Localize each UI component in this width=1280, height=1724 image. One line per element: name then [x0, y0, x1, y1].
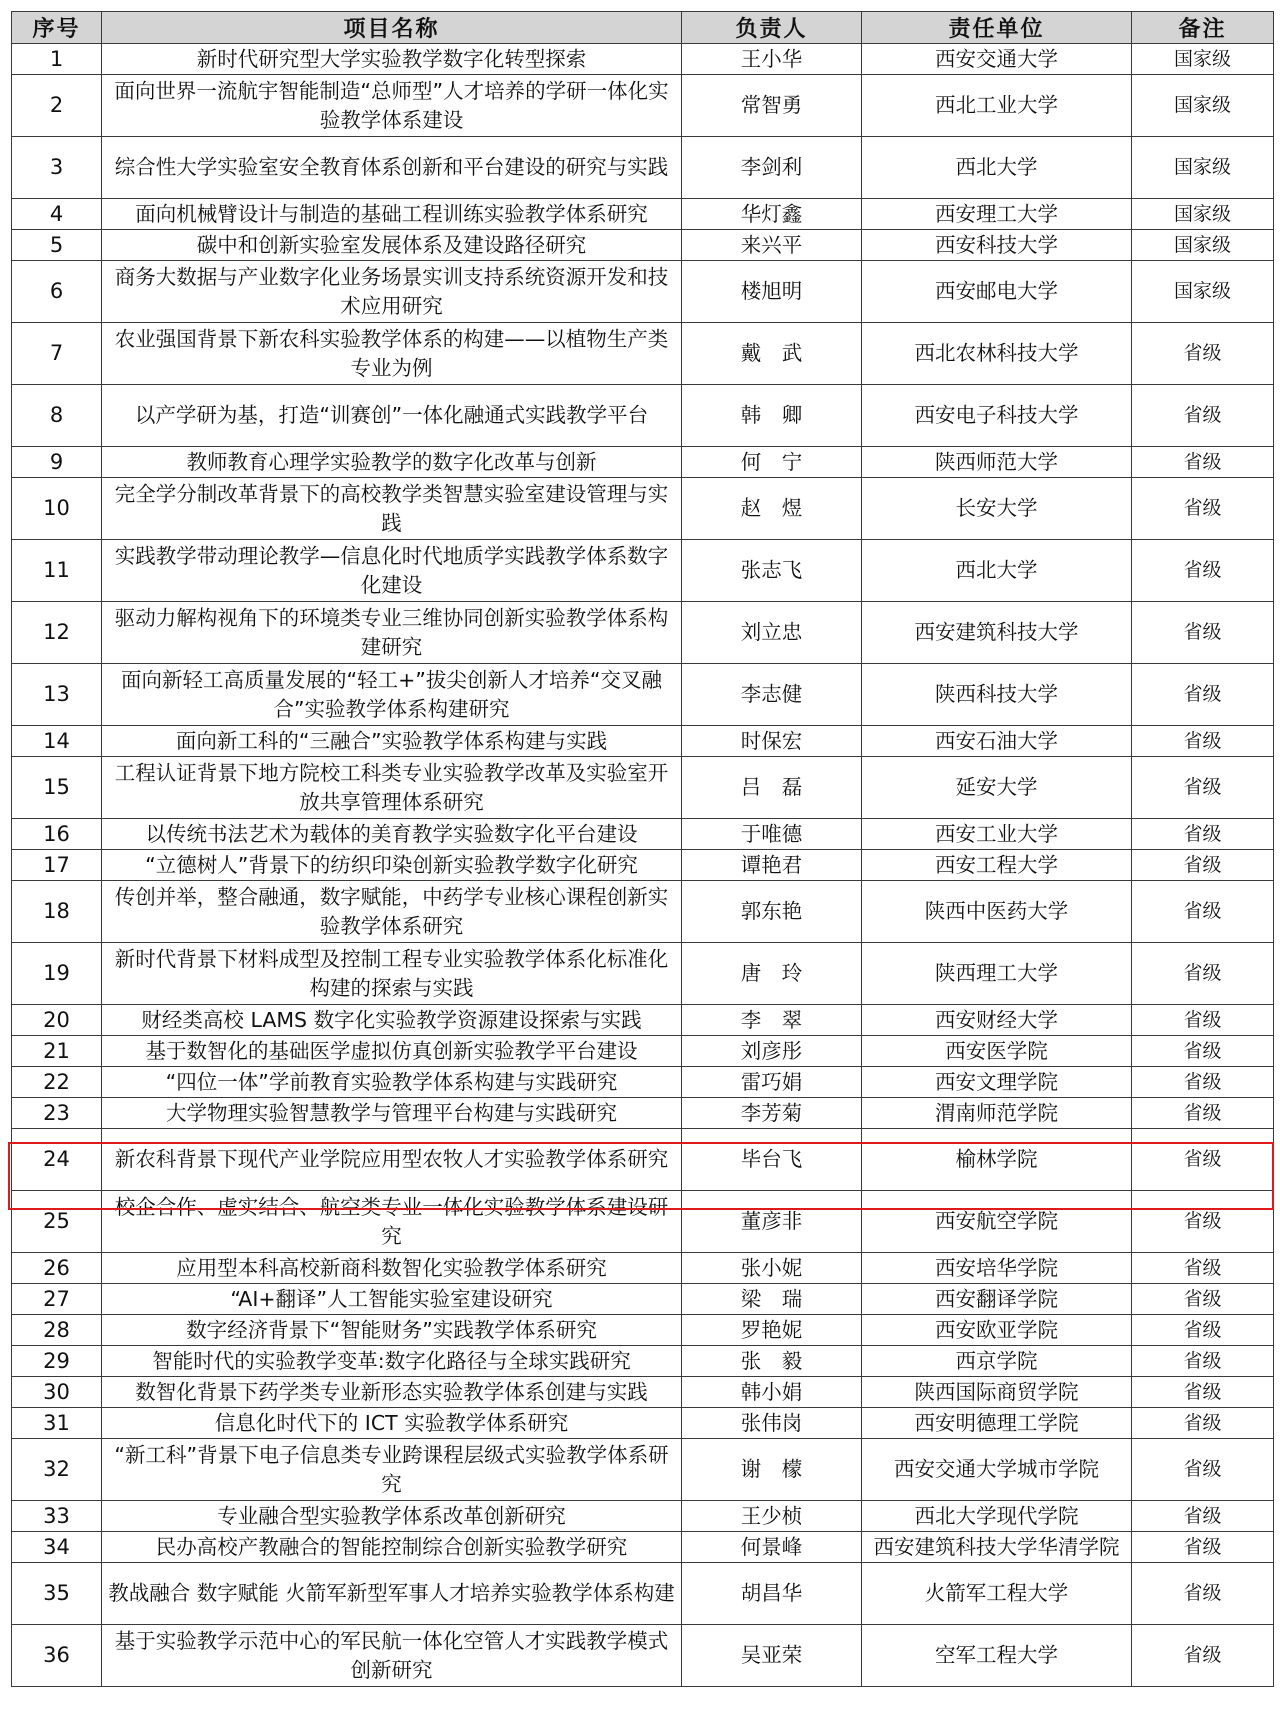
- cell-note: 省级: [1132, 1439, 1274, 1501]
- cell-no: 13: [12, 664, 102, 726]
- table-row: [12, 1532, 1274, 1563]
- cell-project-name: 信息化时代下的 ICT 实验教学体系研究: [102, 1408, 682, 1439]
- cell-no: 3: [12, 137, 102, 199]
- cell-unit: 西北大学: [862, 540, 1132, 602]
- cell-no: 12: [12, 602, 102, 664]
- cell-unit: 西安电子科技大学: [862, 385, 1132, 447]
- cell-project-name: 以传统书法艺术为载体的美育教学实验数字化平台建设: [102, 819, 682, 850]
- table-row: [12, 1098, 1274, 1129]
- cell-lead: 来兴平: [682, 230, 862, 261]
- cell-note: 省级: [1132, 819, 1274, 850]
- cell-note: 省级: [1132, 1036, 1274, 1067]
- table-row: [12, 1501, 1274, 1532]
- cell-unit: 西北工业大学: [862, 75, 1132, 137]
- cell-lead: 胡昌华: [682, 1563, 862, 1625]
- cell-unit: 西安明德理工学院: [862, 1408, 1132, 1439]
- cell-project-name: 基于数智化的基础医学虚拟仿真创新实验教学平台建设: [102, 1036, 682, 1067]
- header-project-name: 项目名称: [102, 12, 682, 44]
- cell-lead: 楼旭明: [682, 261, 862, 323]
- cell-note: 省级: [1132, 478, 1274, 540]
- cell-lead: 王少桢: [682, 1501, 862, 1532]
- cell-no: 18: [12, 881, 102, 943]
- cell-project-name: 新时代背景下材料成型及控制工程专业实验教学体系化标准化构建的探索与实践: [102, 943, 682, 1005]
- cell-lead: 华灯鑫: [682, 199, 862, 230]
- cell-unit: 西安医学院: [862, 1036, 1132, 1067]
- cell-no: 22: [12, 1067, 102, 1098]
- cell-project-name: “AI+翻译”人工智能实验室建设研究: [102, 1284, 682, 1315]
- cell-no: 34: [12, 1532, 102, 1563]
- cell-lead: 何景峰: [682, 1532, 862, 1563]
- table-row: [12, 1005, 1274, 1036]
- cell-no: 25: [12, 1191, 102, 1253]
- header-unit: 责任单位: [862, 12, 1132, 44]
- table-row: [12, 137, 1274, 199]
- cell-note: 国家级: [1132, 137, 1274, 199]
- cell-lead: 郭东艳: [682, 881, 862, 943]
- cell-lead: 张伟岗: [682, 1408, 862, 1439]
- cell-lead: 王小华: [682, 44, 862, 75]
- cell-project-name: 碳中和创新实验室发展体系及建设路径研究: [102, 230, 682, 261]
- cell-note: 省级: [1132, 1563, 1274, 1625]
- cell-project-name: 商务大数据与产业数字化业务场景实训支持系统资源开发和技术应用研究: [102, 261, 682, 323]
- cell-no: 27: [12, 1284, 102, 1315]
- cell-project-name: 新农科背景下现代产业学院应用型农牧人才实验教学体系研究: [102, 1129, 682, 1191]
- cell-no: 35: [12, 1563, 102, 1625]
- cell-no: 29: [12, 1346, 102, 1377]
- table-row: [12, 943, 1274, 1005]
- table-row: [12, 726, 1274, 757]
- table-row: [12, 1036, 1274, 1067]
- cell-project-name: 教师教育心理学实验教学的数字化改革与创新: [102, 447, 682, 478]
- cell-project-name: “立德树人”背景下的纺织印染创新实验教学数字化研究: [102, 850, 682, 881]
- cell-project-name: 面向新轻工高质量发展的“轻工+”拔尖创新人才培养“交叉融合”实验教学体系构建研究: [102, 664, 682, 726]
- table-row: [12, 1408, 1274, 1439]
- cell-lead: 梁 瑞: [682, 1284, 862, 1315]
- cell-unit: 西安交通大学城市学院: [862, 1439, 1132, 1501]
- cell-note: 省级: [1132, 1005, 1274, 1036]
- cell-lead: 刘立忠: [682, 602, 862, 664]
- cell-note: 国家级: [1132, 199, 1274, 230]
- table-row: [12, 75, 1274, 137]
- cell-lead: 戴 武: [682, 323, 862, 385]
- cell-lead: 李剑利: [682, 137, 862, 199]
- cell-unit: 陕西理工大学: [862, 943, 1132, 1005]
- cell-note: 省级: [1132, 1253, 1274, 1284]
- cell-unit: 西安文理学院: [862, 1067, 1132, 1098]
- cell-note: 省级: [1132, 1501, 1274, 1532]
- cell-project-name: 民办高校产教融合的智能控制综合创新实验教学研究: [102, 1532, 682, 1563]
- header-note: 备注: [1132, 12, 1274, 44]
- cell-no: 21: [12, 1036, 102, 1067]
- cell-project-name: 农业强国背景下新农科实验教学体系的构建——以植物生产类专业为例: [102, 323, 682, 385]
- table-row: [12, 447, 1274, 478]
- cell-unit: 西安邮电大学: [862, 261, 1132, 323]
- table-row: [12, 1563, 1274, 1625]
- cell-note: 省级: [1132, 1067, 1274, 1098]
- cell-lead: 谢 檬: [682, 1439, 862, 1501]
- header-lead: 负责人: [682, 12, 862, 44]
- cell-note: 省级: [1132, 1377, 1274, 1408]
- cell-lead: 韩 卿: [682, 385, 862, 447]
- table-row: [12, 1284, 1274, 1315]
- table-row: [12, 1625, 1274, 1687]
- cell-no: 9: [12, 447, 102, 478]
- cell-project-name: 专业融合型实验教学体系改革创新研究: [102, 1501, 682, 1532]
- cell-no: 28: [12, 1315, 102, 1346]
- table-row: [12, 1346, 1274, 1377]
- cell-note: 国家级: [1132, 75, 1274, 137]
- cell-unit: 西安建筑科技大学: [862, 602, 1132, 664]
- cell-no: 11: [12, 540, 102, 602]
- cell-note: 国家级: [1132, 261, 1274, 323]
- cell-lead: 赵 煜: [682, 478, 862, 540]
- cell-unit: 西安建筑科技大学华清学院: [862, 1532, 1132, 1563]
- table-row: [12, 540, 1274, 602]
- cell-note: 省级: [1132, 881, 1274, 943]
- cell-note: 省级: [1132, 447, 1274, 478]
- cell-note: 国家级: [1132, 230, 1274, 261]
- cell-project-name: “四位一体”学前教育实验教学体系构建与实践研究: [102, 1067, 682, 1098]
- table-row: [12, 1129, 1274, 1191]
- cell-unit: 陕西国际商贸学院: [862, 1377, 1132, 1408]
- cell-project-name: 完全学分制改革背景下的高校教学类智慧实验室建设管理与实践: [102, 478, 682, 540]
- cell-no: 17: [12, 850, 102, 881]
- cell-project-name: 财经类高校 LAMS 数字化实验教学资源建设探索与实践: [102, 1005, 682, 1036]
- cell-no: 10: [12, 478, 102, 540]
- cell-unit: 延安大学: [862, 757, 1132, 819]
- cell-project-name: 智能时代的实验教学变革:数字化路径与全球实践研究: [102, 1346, 682, 1377]
- cell-unit: 渭南师范学院: [862, 1098, 1132, 1129]
- cell-unit: 西安工业大学: [862, 819, 1132, 850]
- cell-project-name: 教战融合 数字赋能 火箭军新型军事人才培养实验教学体系构建: [102, 1563, 682, 1625]
- cell-note: 省级: [1132, 850, 1274, 881]
- cell-lead: 李志健: [682, 664, 862, 726]
- cell-project-name: 驱动力解构视角下的环境类专业三维协同创新实验教学体系构建研究: [102, 602, 682, 664]
- cell-no: 26: [12, 1253, 102, 1284]
- cell-note: 省级: [1132, 1098, 1274, 1129]
- cell-lead: 何 宁: [682, 447, 862, 478]
- cell-lead: 张 毅: [682, 1346, 862, 1377]
- cell-project-name: “新工科”背景下电子信息类专业跨课程层级式实验教学体系研究: [102, 1439, 682, 1501]
- cell-project-name: 工程认证背景下地方院校工科类专业实验教学改革及实验室开放共享管理体系研究: [102, 757, 682, 819]
- cell-project-name: 新时代研究型大学实验教学数字化转型探索: [102, 44, 682, 75]
- cell-unit: 陕西师范大学: [862, 447, 1132, 478]
- cell-lead: 吕 磊: [682, 757, 862, 819]
- cell-lead: 张小妮: [682, 1253, 862, 1284]
- cell-no: 32: [12, 1439, 102, 1501]
- cell-project-name: 面向机械臂设计与制造的基础工程训练实验教学体系研究: [102, 199, 682, 230]
- cell-lead: 唐 玲: [682, 943, 862, 1005]
- cell-project-name: 基于实验教学示范中心的军民航一体化空管人才实践教学模式创新研究: [102, 1625, 682, 1687]
- cell-unit: 西安石油大学: [862, 726, 1132, 757]
- cell-lead: 董彦非: [682, 1191, 862, 1253]
- table-row: [12, 664, 1274, 726]
- table-header-row: [12, 12, 1274, 44]
- table-row: [12, 602, 1274, 664]
- cell-unit: 西安财经大学: [862, 1005, 1132, 1036]
- cell-project-name: 大学物理实验智慧教学与管理平台构建与实践研究: [102, 1098, 682, 1129]
- table-row: [12, 1315, 1274, 1346]
- cell-lead: 张志飞: [682, 540, 862, 602]
- cell-no: 7: [12, 323, 102, 385]
- table-row: [12, 230, 1274, 261]
- cell-no: 6: [12, 261, 102, 323]
- cell-lead: 谭艳君: [682, 850, 862, 881]
- cell-no: 19: [12, 943, 102, 1005]
- cell-project-name: 以产学研为基，打造“训赛创”一体化融通式实践教学平台: [102, 385, 682, 447]
- header-no: 序号: [12, 12, 102, 44]
- cell-unit: 西北农林科技大学: [862, 323, 1132, 385]
- cell-unit: 空军工程大学: [862, 1625, 1132, 1687]
- cell-lead: 刘彦彤: [682, 1036, 862, 1067]
- cell-no: 20: [12, 1005, 102, 1036]
- table-row: [12, 385, 1274, 447]
- table-row: [12, 757, 1274, 819]
- cell-project-name: 综合性大学实验室安全教育体系创新和平台建设的研究与实践: [102, 137, 682, 199]
- cell-project-name: 校企合作、虚实结合、航空类专业一体化实验教学体系建设研究: [102, 1191, 682, 1253]
- project-table: [11, 11, 1274, 1687]
- table-row: [12, 1067, 1274, 1098]
- cell-note: 省级: [1132, 1408, 1274, 1439]
- cell-note: 省级: [1132, 1315, 1274, 1346]
- table-row: [12, 261, 1274, 323]
- table-body: [12, 44, 1274, 1687]
- cell-note: 省级: [1132, 664, 1274, 726]
- cell-no: 5: [12, 230, 102, 261]
- cell-no: 24: [12, 1129, 102, 1191]
- cell-lead: 时保宏: [682, 726, 862, 757]
- cell-lead: 常智勇: [682, 75, 862, 137]
- cell-unit: 榆林学院: [862, 1129, 1132, 1191]
- cell-no: 23: [12, 1098, 102, 1129]
- cell-no: 31: [12, 1408, 102, 1439]
- cell-no: 16: [12, 819, 102, 850]
- cell-unit: 陕西科技大学: [862, 664, 1132, 726]
- cell-unit: 西安工程大学: [862, 850, 1132, 881]
- table-row: [12, 44, 1274, 75]
- cell-unit: 西京学院: [862, 1346, 1132, 1377]
- cell-unit: 西安理工大学: [862, 199, 1132, 230]
- table-row: [12, 1439, 1274, 1501]
- table-row: [12, 478, 1274, 540]
- cell-no: 8: [12, 385, 102, 447]
- cell-lead: 于唯德: [682, 819, 862, 850]
- cell-no: 14: [12, 726, 102, 757]
- cell-unit: 长安大学: [862, 478, 1132, 540]
- cell-note: 省级: [1132, 323, 1274, 385]
- cell-note: 省级: [1132, 1625, 1274, 1687]
- cell-no: 36: [12, 1625, 102, 1687]
- cell-no: 33: [12, 1501, 102, 1532]
- cell-unit: 西安航空学院: [862, 1191, 1132, 1253]
- cell-note: 省级: [1132, 757, 1274, 819]
- cell-unit: 西北大学: [862, 137, 1132, 199]
- table-row: [12, 1377, 1274, 1408]
- cell-unit: 西北大学现代学院: [862, 1501, 1132, 1532]
- cell-note: 省级: [1132, 1191, 1274, 1253]
- table-row: [12, 323, 1274, 385]
- cell-no: 1: [12, 44, 102, 75]
- cell-lead: 李 翠: [682, 1005, 862, 1036]
- cell-project-name: 应用型本科高校新商科数智化实验教学体系研究: [102, 1253, 682, 1284]
- cell-no: 2: [12, 75, 102, 137]
- table-row: [12, 199, 1274, 230]
- table-row: [12, 819, 1274, 850]
- cell-lead: 毕台飞: [682, 1129, 862, 1191]
- cell-unit: 陕西中医药大学: [862, 881, 1132, 943]
- cell-project-name: 面向新工科的“三融合”实验教学体系构建与实践: [102, 726, 682, 757]
- cell-no: 4: [12, 199, 102, 230]
- cell-note: 省级: [1132, 726, 1274, 757]
- table-row: [12, 1191, 1274, 1253]
- cell-no: 15: [12, 757, 102, 819]
- cell-no: 30: [12, 1377, 102, 1408]
- cell-unit: 西安交通大学: [862, 44, 1132, 75]
- cell-lead: 吴亚荣: [682, 1625, 862, 1687]
- cell-lead: 罗艳妮: [682, 1315, 862, 1346]
- cell-unit: 西安培华学院: [862, 1253, 1132, 1284]
- cell-note: 省级: [1132, 1129, 1274, 1191]
- cell-project-name: 传创并举，整合融通，数字赋能，中药学专业核心课程创新实验教学体系研究: [102, 881, 682, 943]
- cell-note: 省级: [1132, 602, 1274, 664]
- cell-unit: 西安欧亚学院: [862, 1315, 1132, 1346]
- table-row: [12, 1253, 1274, 1284]
- table-row: [12, 881, 1274, 943]
- cell-unit: 西安翻译学院: [862, 1284, 1132, 1315]
- cell-lead: 李芳菊: [682, 1098, 862, 1129]
- cell-note: 省级: [1132, 1532, 1274, 1563]
- cell-project-name: 数字经济背景下“智能财务”实践教学体系研究: [102, 1315, 682, 1346]
- cell-project-name: 数智化背景下药学类专业新形态实验教学体系创建与实践: [102, 1377, 682, 1408]
- cell-unit: 火箭军工程大学: [862, 1563, 1132, 1625]
- table-row: [12, 850, 1274, 881]
- cell-note: 国家级: [1132, 44, 1274, 75]
- cell-unit: 西安科技大学: [862, 230, 1132, 261]
- cell-note: 省级: [1132, 540, 1274, 602]
- cell-note: 省级: [1132, 943, 1274, 1005]
- cell-note: 省级: [1132, 1284, 1274, 1315]
- cell-note: 省级: [1132, 385, 1274, 447]
- cell-lead: 韩小娟: [682, 1377, 862, 1408]
- cell-note: 省级: [1132, 1346, 1274, 1377]
- cell-project-name: 面向世界一流航宇智能制造“总师型”人才培养的学研一体化实验教学体系建设: [102, 75, 682, 137]
- cell-project-name: 实践教学带动理论教学—信息化时代地质学实践教学体系数字化建设: [102, 540, 682, 602]
- cell-lead: 雷巧娟: [682, 1067, 862, 1098]
